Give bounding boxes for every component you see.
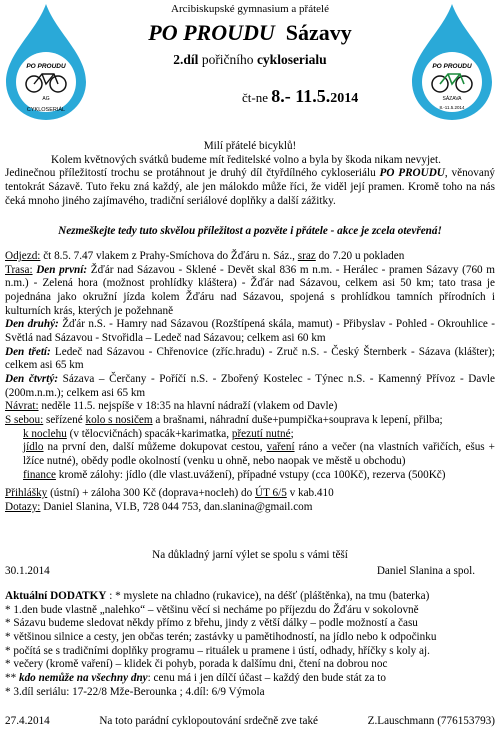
day-3-label: Den třetí:: [5, 345, 51, 358]
finance: [5, 469, 495, 483]
day-2-label: Den druhý:: [5, 318, 59, 331]
intro-p2-start: Jedinečnou příležitostí trochu se protáhnout je druhý díl čtyřdílného cykloseriálu: [5, 167, 376, 180]
date-year: 2014: [330, 91, 359, 106]
route-label: Trasa:: [5, 263, 33, 276]
day-3: [5, 346, 495, 373]
day-1: [5, 264, 495, 319]
contact: [5, 501, 495, 515]
return-text: neděle 11.5. nejspíše v 18:35 na hlavní nádraží (vlakem od Davle): [38, 400, 338, 413]
registration-room: v kab.410: [286, 487, 334, 500]
updates-line-2: * Sázavu budeme sledovat někdy přímo z břehu, jindy z větší dálky – podle možností a času: [5, 617, 418, 630]
updates-line-1: * 1.den bude vlastně „nalehko“ – většinu věcí si necháme po příjezdu do Žďáru v sokolovně: [5, 603, 419, 616]
registration-deadline: ÚT 6/5: [254, 487, 287, 500]
logo-left-mid: AG: [42, 96, 50, 102]
sleeping-label: k noclehu: [23, 427, 67, 440]
logo-left-top: PO PROUDU: [26, 63, 66, 70]
meeting-text: do 7.20 u pokladen: [315, 250, 405, 262]
updates-line-5: * večery (kromě vaření) – klidek či pohyb, porada k dalšímu dni, čtení na dobrou noc: [5, 658, 388, 671]
day-4: [5, 373, 495, 400]
updates-line-next: * 3.díl seriálu: 17-22/8 Mže-Berounka ; 4.díl: 6/9 Výmola: [5, 685, 265, 698]
day-1-label: Den první:: [36, 263, 88, 276]
finance-label: finance: [23, 468, 56, 481]
intro-p2-end: , věnovaný tentokrát Sázavě. Tuto řeku zná každý, ale jen málokdo může říci, že viděl její pramen. Kromě toho na nás čeká mnoho jiného zajímavého, tradiční seriálové doplňky a další zážitky.: [5, 167, 496, 207]
footer: [5, 715, 495, 729]
return-label: Návrat:: [5, 400, 39, 413]
intro-section: [5, 140, 495, 208]
contact-label: Dotazy:: [5, 500, 41, 513]
details-section: [5, 250, 495, 514]
page-title: [0, 20, 500, 47]
updates-line-0: [5, 590, 495, 604]
updates-line-partial: [5, 672, 495, 686]
sleeping-text: (v tělocvičnách) spacák+karimatka,: [66, 427, 230, 440]
subtitle-series: cykloserialu: [256, 52, 327, 67]
bring-text-2: a brašnami, náhradní duše+pumpička+souprava k lepení, přilba;: [152, 413, 443, 426]
updates-title: Aktuální DODATKY: [5, 590, 107, 602]
footer-text: Na toto parádní cyklopoutování srdečně zve také: [99, 715, 319, 727]
intro-paragraph-2: [5, 167, 495, 208]
sleeping: k noclehu (v tělocvičnách) spacák+karimatka, přezutí nutné;: [23, 427, 294, 440]
partial-label: kdo nemůže na všechny dny: [16, 671, 148, 684]
food-text-2: ráno a večer (na vlastních vařičích, ešus + lžíce nutné), obědy podle okolností (venku u ohně, nebo naopak ve městě u obchodu): [23, 441, 495, 467]
logo-left-bottom: CYKLOSERIÁL: [26, 107, 66, 113]
logo-right-mid: SÁZAVA: [442, 96, 462, 102]
closing-sign: Daniel Slanina a spol.: [376, 565, 475, 577]
intro-paragraph-1: Kolem květnových svátků budeme mít ředitelské volno a byla by škoda nikam nevyjet.: [51, 153, 441, 166]
food: [5, 441, 495, 468]
bring-label: S sebou:: [5, 413, 44, 426]
registration: [5, 487, 495, 501]
subtitle-word: pořičního: [201, 52, 254, 67]
bike-item: kolo s nosičem: [85, 413, 153, 426]
slogan: Nezmeškejte tedy tuto skvělou příležitost a pozvěte i přátele - akce je zcela otevřená!: [58, 225, 442, 237]
footer-date: 27.4.2014: [5, 715, 50, 727]
food-label: jídlo: [23, 441, 44, 454]
food-text-1: na první den, další můžeme dokupovat cestou,: [43, 441, 263, 454]
closing-date: 30.1.2014: [5, 565, 50, 577]
subtitle-part: 2.díl: [173, 52, 199, 67]
greeting: Milí přátelé bicyklů!: [203, 140, 297, 152]
finance-text: kromě zálohy: jídlo (dle vlast.uvážení), případné vstupy (cca 100Kč), rezerva (500Kč): [55, 468, 446, 481]
day-4-text: Sázava – Čerčany - Poříčí n.S. - Zbořený Kostelec - Týnec n.S. - Kamenný Přívoz - Davle (200m.n.m.); celkem asi 65 km: [5, 372, 496, 399]
updates-line-4: * počítá se s tradičními doplňky programu – rituálek u pramene i ústí, odhady, hříčky s koly aj.: [5, 644, 430, 657]
closing-line: Na důkladný jarní výlet se spolu s vámi těší: [152, 549, 348, 561]
series-name: PO PROUDU: [379, 167, 445, 180]
departure-text: čt 8.5. 7.47 vlakem z Prahy-Smíchova do Žďáru n. Sáz.,: [40, 250, 295, 262]
organizer: Arcibiskupské gymnasium a přátelé: [171, 3, 329, 15]
day-3-text: Ledeč nad Sázavou - Chřenovice (zříc.hradu) - Zruč n.S. - Český Šternberk - Sázava (klášter); celkem asi 65 km: [5, 345, 495, 372]
day-2-text: Žďár n.S. - Hamry nad Sázavou (Rozštípená skála, mamut) - Přibyslav - Pohled - Okrouhlice - Světlá nad Sázavou - Stvořidla – Ledeč nad Sázavou; celkem asi 60 km: [5, 318, 495, 344]
departure: [5, 250, 495, 264]
partial-text: : cenu má i jen dílčí účast – každý den bude stát za to: [147, 671, 386, 684]
meeting-label: sraz: [297, 250, 316, 262]
registration-label: Přihlášky: [5, 487, 48, 500]
shoes-note: přezutí nutné: [231, 427, 291, 440]
event-date: [242, 86, 358, 108]
logo-right-bottom: 8.-11.5.2014: [439, 105, 465, 110]
partial-stars: **: [5, 671, 17, 684]
departure-label: Odjezd:: [5, 250, 41, 262]
day-2: [5, 318, 495, 345]
registration-text: (ústní) + záloha 300 Kč (doprava+nocleh) do: [47, 487, 253, 500]
cooking-label: vaření: [266, 441, 295, 454]
subtitle: [0, 52, 500, 68]
bring-text-1: seřízené: [43, 413, 83, 426]
contact-text: Daniel Slanina, VI.B, 728 044 753, dan.slanina@gmail.com: [40, 500, 313, 513]
day-4-label: Den čtvrtý:: [5, 372, 59, 385]
footer-sign: Z.Lauschmann (776153793): [367, 715, 495, 727]
bring: [5, 414, 495, 428]
updates-first: : * myslete na chladno (rukavice), na déšť (pláštěnka), na tmu (baterka): [106, 590, 430, 602]
updates-line-3: * většinou silnice a cesty, jen občas terén; zastávky u pamětihodností, na jídlo nebo k odpočinku: [5, 630, 437, 643]
date-range: 8.- 11.5.: [271, 86, 331, 106]
logo-right-top: PO PROUDU: [432, 63, 472, 70]
date-days: čt-ne: [242, 90, 268, 105]
day-1-text: Žďár nad Sázavou - Sklené - Devět skal 836 m n.m. - Herálec - pramen Sázavy (760 m n.m.) - Zelená hora (možnost prohlídky kláštera) - Žďár nad Sázavou, celkem asi 50 km; tato trasa je pojednána jako okružní jízda kolem Žďáru nad Sázavou, spojená s prohlídkou tamních přírodních i kulturních krás, kterých je požehnaně: [5, 263, 495, 317]
closing-row: [5, 565, 495, 579]
updates-section: [5, 590, 495, 699]
title-river: Sázavy: [285, 20, 352, 45]
return: [5, 400, 495, 414]
title-main: PO PROUDU: [148, 20, 275, 45]
